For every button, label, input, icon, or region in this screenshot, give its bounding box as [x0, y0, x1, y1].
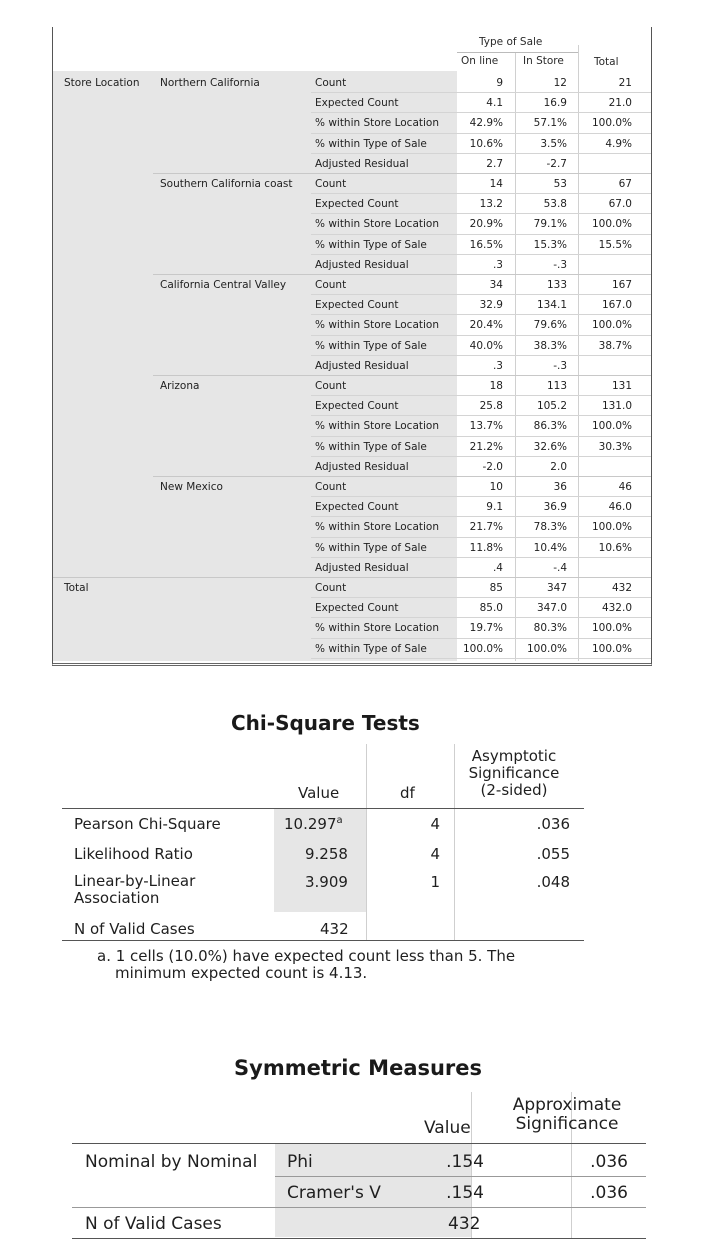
cell-value: [578, 154, 632, 174]
chi-n-label: N of Valid Cases: [74, 920, 195, 938]
stat-label: Expected Count: [315, 299, 399, 312]
cell-value: 86.3%: [533, 420, 567, 433]
col-header-instore: In Store: [523, 55, 564, 67]
cell-value: 4.9%: [605, 137, 632, 150]
chi-n-value: 432: [320, 920, 349, 938]
cell-value: 100.0%: [591, 319, 632, 332]
stat-label: % within Type of Sale: [315, 238, 427, 251]
chi-row-label: Pearson Chi-Square: [74, 815, 221, 833]
chi-row-label: Linear-by-Linear Association: [74, 872, 196, 907]
stat-label: Adjusted Residual: [315, 157, 409, 170]
stat-label: Expected Count: [315, 501, 399, 514]
stat-label: Count: [315, 178, 347, 190]
chi-row-value: 3.909: [305, 873, 348, 891]
chi-footnote: a. 1 cells (10.0%) have expected count less than 5. The minimum expected count is 4.13.: [97, 947, 516, 982]
stat-label: Expected Count: [315, 602, 399, 615]
col-divider: [366, 744, 367, 940]
cell-value: 85: [489, 582, 503, 594]
cell-value: 21.0: [608, 97, 632, 110]
stat-label: % within Type of Sale: [315, 440, 427, 453]
stat-label: Adjusted Residual: [315, 258, 409, 271]
group-label: New Mexico: [160, 481, 223, 493]
cell-value: .3: [492, 258, 503, 271]
row-rule: [275, 1176, 646, 1177]
cell-value: 432: [611, 582, 632, 594]
type-of-sale-header: Type of Sale: [479, 36, 543, 48]
stat-label: % within Store Location: [315, 521, 440, 534]
chi-row-sig: .036: [536, 815, 570, 833]
header-rule: [72, 1143, 646, 1144]
cell-value: 53: [553, 178, 567, 190]
sym-row-sig: .036: [590, 1152, 628, 1172]
cell-value: [578, 457, 632, 477]
cell-value: 32.6%: [533, 440, 567, 453]
cell-value: -2.0: [482, 460, 503, 473]
header-underline: [457, 52, 579, 53]
chi-col-sig: Asymptotic Significance (2-sided): [468, 747, 560, 799]
cell-value: 100.0%: [591, 622, 632, 635]
cell-value: 46: [618, 481, 632, 493]
stat-label: Count: [315, 279, 347, 291]
cell-value: 80.3%: [533, 622, 567, 635]
cell-value: 13.7%: [469, 420, 503, 433]
cell-value: 12: [553, 77, 567, 89]
chi-row-sig: .048: [536, 873, 570, 891]
cell-value: 100.0%: [526, 642, 567, 655]
stat-label: Count: [315, 77, 347, 89]
cell-value: [578, 255, 632, 275]
group-label: California Central Valley: [160, 279, 287, 291]
stat-label: Count: [315, 582, 347, 594]
stat-label: Adjusted Residual: [315, 460, 409, 473]
cell-value: 40.0%: [469, 339, 503, 352]
row-rule: [311, 658, 651, 659]
chi-row-df: 1: [430, 873, 440, 891]
cell-value: 57.1%: [533, 117, 567, 130]
chi-square-title: Chi-Square Tests: [231, 711, 420, 735]
cell-value: 100.0%: [462, 642, 503, 655]
cell-value: 100.0%: [591, 420, 632, 433]
cell-value: 46.0: [608, 501, 632, 514]
cell-value: 19.7%: [469, 622, 503, 635]
sym-row-value: .154: [446, 1183, 484, 1203]
cell-value: 167: [611, 279, 632, 291]
stat-label: % within Store Location: [315, 622, 440, 635]
cell-value: 34: [489, 279, 503, 291]
chi-row-label: Likelihood Ratio: [74, 845, 193, 863]
group-label: Southern California coast: [160, 178, 293, 190]
cell-value: -.3: [553, 359, 567, 372]
cell-value: -.4: [553, 561, 567, 574]
cell-value: 67.0: [608, 198, 632, 211]
cell-value: 53.8: [543, 198, 567, 211]
stat-label: % within Store Location: [315, 319, 440, 332]
cell-value: 36.9: [543, 501, 567, 514]
cell-value: 100.0%: [591, 521, 632, 534]
cell-value: 2.0: [550, 460, 567, 473]
cell-value: 32.9: [479, 299, 503, 312]
stat-label: % within Type of Sale: [315, 642, 427, 655]
chi-square-table: [62, 744, 584, 944]
cell-value: 10.4%: [533, 541, 567, 554]
stat-label: % within Type of Sale: [315, 339, 427, 352]
cell-value: 134.1: [536, 299, 567, 312]
cell-value: 79.6%: [533, 319, 567, 332]
chi-row-df: 4: [430, 845, 440, 863]
cell-value: 15.3%: [533, 238, 567, 251]
cell-value: 16.5%: [469, 238, 503, 251]
cell-value: [578, 558, 632, 578]
group-label: Arizona: [160, 380, 200, 392]
total-label: Total: [64, 582, 89, 594]
sym-col-sig: Approximate Significance: [512, 1095, 622, 1134]
cell-value: 18: [489, 380, 503, 392]
group-label: Northern California: [160, 77, 260, 89]
cell-value: 15.5%: [598, 238, 632, 251]
symmetric-title: Symmetric Measures: [234, 1056, 483, 1080]
chi-row-sig: .055: [536, 845, 570, 863]
cell-value: 11.8%: [469, 541, 503, 554]
cell-value: 42.9%: [469, 117, 503, 130]
sym-row-sig: .036: [590, 1183, 628, 1203]
cell-value: 13.2: [479, 198, 503, 211]
stat-label: Adjusted Residual: [315, 359, 409, 372]
cell-value: 113: [546, 380, 567, 392]
stat-label: Adjusted Residual: [315, 561, 409, 574]
bottom-rule: [72, 1238, 646, 1239]
sym-n-label: N of Valid Cases: [85, 1214, 222, 1234]
cell-value: 9.1: [486, 501, 503, 514]
header-rule: [62, 808, 584, 809]
cell-value: 10.6%: [469, 137, 503, 150]
cell-value: 21.2%: [469, 440, 503, 453]
cell-value: 167.0: [601, 299, 632, 312]
col-divider: [454, 744, 455, 940]
cell-value: 105.2: [536, 400, 567, 413]
row-variable-label: Store Location: [64, 77, 140, 89]
cell-value: 21.7%: [469, 521, 503, 534]
cell-value: 10: [489, 481, 503, 493]
cell-value: 100.0%: [591, 218, 632, 231]
cell-value: 3.5%: [540, 137, 567, 150]
chi-row-value: 9.258: [305, 845, 348, 863]
stat-label: % within Type of Sale: [315, 137, 427, 150]
cell-value: -2.7: [546, 157, 567, 170]
sym-n-value: 432: [448, 1214, 481, 1234]
row-rule: [72, 1207, 646, 1208]
cell-value: 30.3%: [598, 440, 632, 453]
cell-value: 38.3%: [533, 339, 567, 352]
cell-value: -.3: [553, 258, 567, 271]
col-header-online: On line: [461, 55, 499, 67]
cell-value: 347.0: [536, 602, 567, 615]
cell-value: 133: [546, 279, 567, 291]
sym-row-label: Cramer's V: [287, 1183, 381, 1203]
cell-value: 21: [618, 77, 632, 89]
stat-label: % within Store Location: [315, 420, 440, 433]
sym-row-value: .154: [446, 1152, 484, 1172]
cell-value: [578, 356, 632, 376]
crosstab-table: [52, 27, 652, 666]
sym-group-label: Nominal by Nominal: [85, 1152, 258, 1172]
stat-label: % within Store Location: [315, 218, 440, 231]
cell-value: 100.0%: [591, 642, 632, 655]
cell-value: 79.1%: [533, 218, 567, 231]
chi-col-value: Value: [298, 784, 340, 802]
cell-value: .4: [492, 561, 503, 574]
stat-label: Count: [315, 481, 347, 493]
stat-label: % within Type of Sale: [315, 541, 427, 554]
chi-row-value: 10.297$^a$: [284, 815, 343, 833]
stat-label: Expected Count: [315, 198, 399, 211]
cell-value: 347: [546, 582, 567, 594]
stat-label: Expected Count: [315, 97, 399, 110]
bottom-rule: [62, 940, 584, 941]
stat-label: Count: [315, 380, 347, 392]
cell-value: 85.0: [479, 602, 503, 615]
cell-value: .3: [492, 359, 503, 372]
stat-label: Expected Count: [315, 400, 399, 413]
cell-value: 2.7: [486, 157, 503, 170]
cell-value: 432.0: [601, 602, 632, 615]
cell-value: 36: [553, 481, 567, 493]
chi-row-df: 4: [430, 815, 440, 833]
sym-col-value: Value: [424, 1118, 471, 1138]
cell-value: 9: [496, 77, 503, 89]
cell-value: 100.0%: [591, 117, 632, 130]
symmetric-table: [72, 1092, 646, 1242]
cell-value: 78.3%: [533, 521, 567, 534]
cell-value: 67: [618, 178, 632, 190]
cell-value: 16.9: [543, 97, 567, 110]
cell-value: 131.0: [601, 400, 632, 413]
cell-value: 25.8: [479, 400, 503, 413]
sym-row-label: Phi: [287, 1152, 313, 1172]
col-header-total: Total: [594, 56, 619, 68]
cell-value: 10.6%: [598, 541, 632, 554]
cell-value: 20.9%: [469, 218, 503, 231]
cell-value: 4.1: [486, 97, 503, 110]
cell-value: 20.4%: [469, 319, 503, 332]
cell-value: 131: [611, 380, 632, 392]
stat-label: % within Store Location: [315, 117, 440, 130]
chi-col-df: df: [400, 784, 415, 802]
cell-value: 14: [489, 178, 503, 190]
cell-value: 38.7%: [598, 339, 632, 352]
